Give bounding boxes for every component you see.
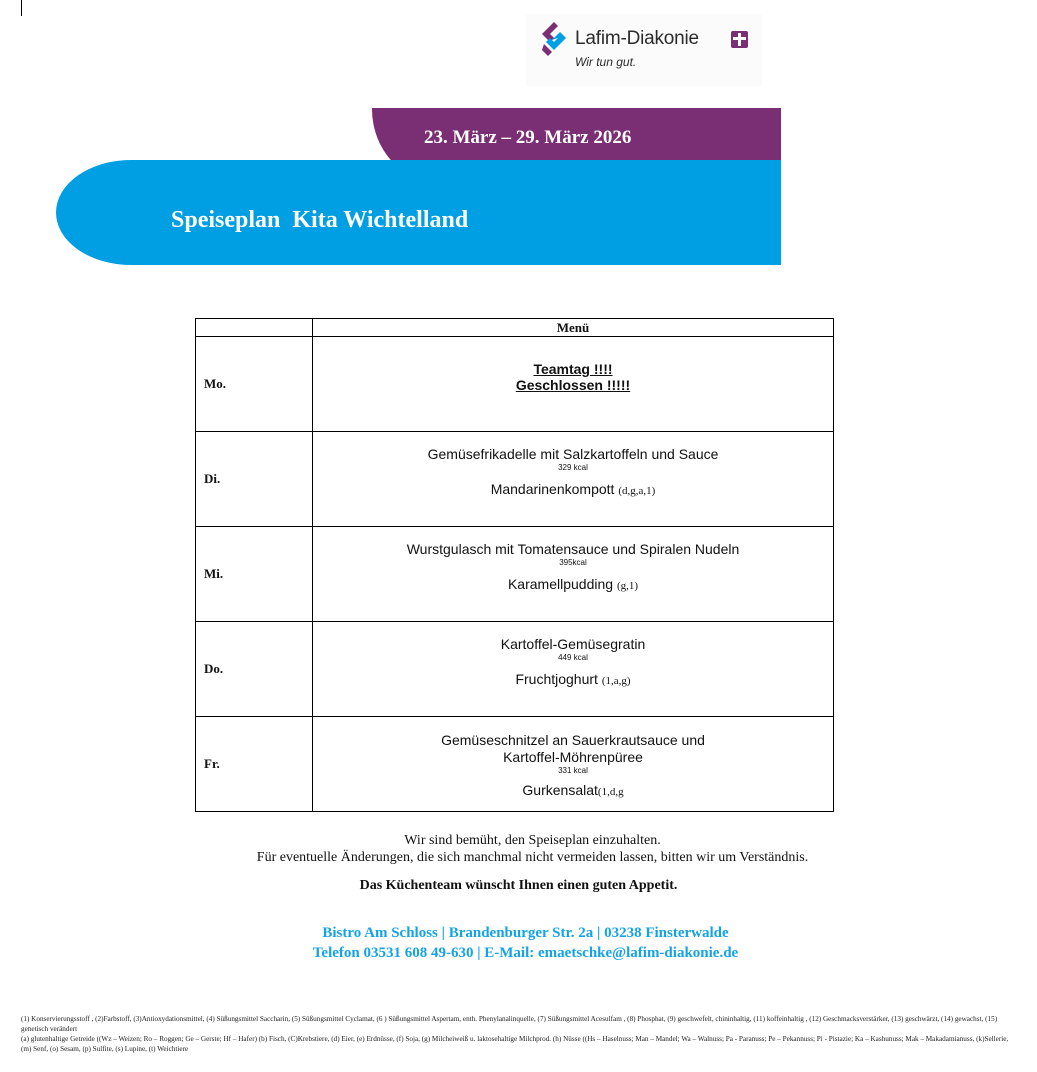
day-label: Fr. [196,717,313,812]
kcal-value: 329 kcal [558,463,588,472]
day-label: Mi. [196,527,313,622]
table-row [196,337,834,432]
appetit-message: Das Küchenteam wünscht Ihnen einen guten Appetit. [359,878,678,893]
closed-notice-line2: Geschlossen !!!!! [515,377,631,393]
allergen-codes: (1,a,g) [601,675,631,687]
dessert: Fruchtjoghurt [515,671,598,687]
day-label: Do. [196,622,313,717]
footnote-additives: (1) Konservierungsstoff , (2)Farbstoff, (3)Antioxydationsmittel, (4) Süßungsmittel Saccharin, (5) Süßungsmittel Cyclamat, (6 ) Süßungsmittel Aspertam, enth. Phenylanalinquelle, (7) Süßungsmittel Acesulfam , (8) Phosphat, (9) geschwefelt, chininhaltig, (11) koffeinhaltig , (12) Geschmacksverstärker, (13) geschwärzt, (14) gewachst, (15) genetisch verändert [21,1015,998,1033]
main-dish: Gemüsefrikadelle mit Salzkartoffeln und Sauce [427,446,719,462]
main-dish-line1: Gemüseschnitzel an Sauerkrautsauce und [441,732,705,748]
contact-address: Bistro Am Schloss | Brandenburger Str. 2a | 03238 Finsterwalde [322,925,729,941]
main-dish: Kartoffel-Gemüsegratin [500,636,646,652]
lafim-logo-mark-icon [538,20,568,60]
logo [526,14,762,86]
note-line1: Wir sind bemüht, den Speiseplan einzuhalten. [404,833,661,848]
menu-table-header-row [196,319,834,337]
note-line2: Für eventuelle Änderungen, die sich manchmal nicht vermeiden lassen, bitten wir um Verständnis. [256,850,809,865]
logo-slogan: Wir tun gut. [575,55,637,69]
table-row [196,432,834,527]
contact-info [0,923,1037,963]
closed-notice-line1: Teamtag !!!! [533,361,613,377]
allergen-codes: (d,g,a,1) [618,485,656,497]
text-cursor [21,0,22,16]
main-dish-line2: Kartoffel-Möhrenpüree [503,749,643,765]
main-dish: Wurstgulasch mit Tomatensauce und Spiralen Nudeln [406,541,740,557]
kcal-value: 449 kcal [558,653,588,662]
menu-cell-monday [313,337,834,432]
menu-cell-friday [313,717,834,812]
logo-name: Lafim-Diakonie [575,28,699,49]
table-row [196,717,834,812]
date-range: 23. März – 29. März 2026 [424,127,632,148]
footnote-allergens: (a) glutenhaltige Getreide ((Wz – Weizen; Ro – Roggen; Ge – Gerste; Hf – Hafer) (b) Fisch, (C)Krebstiere, (d) Eier, (e) Erdnüsse, (f) Soja, (g) Milcheiweiß u. laktosehaltige Milchprod. (h) Nüsse ((Hs – Haselnuss; Man – Mandel; Wa – Walnuss; Pa - Paranuss; Pe – Pekannuss; Pi - Pistazie; Ka – Kashunuss; Mak – Makadamianuss, (k)Sellerie, (m) Senf, (o) Sesam, (p) Sulfite, (s) Lupine, (t) Weichtiere [21,1035,1009,1053]
menu-column-header: Menü [313,319,834,337]
dessert: Karamellpudding [507,576,614,592]
allergen-footnotes [21,1014,1011,1054]
page-title: Speiseplan Kita Wichtelland [171,207,469,233]
notes [0,832,1037,866]
allergen-codes: (1,d,g [597,786,624,798]
menu-table [195,318,834,812]
diakonie-cross-icon [731,31,748,48]
kcal-value: 395kcal [559,558,587,567]
allergen-codes: (g,1) [616,580,639,592]
day-label: Di. [196,432,313,527]
dessert: Gurkensalat [522,782,598,798]
contact-phone-email: Telefon 03531 608 49-630 | E-Mail: emaetschke@lafim-diakonie.de [312,945,739,961]
menu-cell-thursday [313,622,834,717]
table-row [196,527,834,622]
menu-cell-wednesday [313,527,834,622]
dessert: Mandarinenkompott [490,481,615,497]
table-row [196,622,834,717]
day-label: Mo. [196,337,313,432]
kcal-value: 331 kcal [558,766,588,775]
menu-cell-tuesday [313,432,834,527]
day-column-header [196,319,313,337]
